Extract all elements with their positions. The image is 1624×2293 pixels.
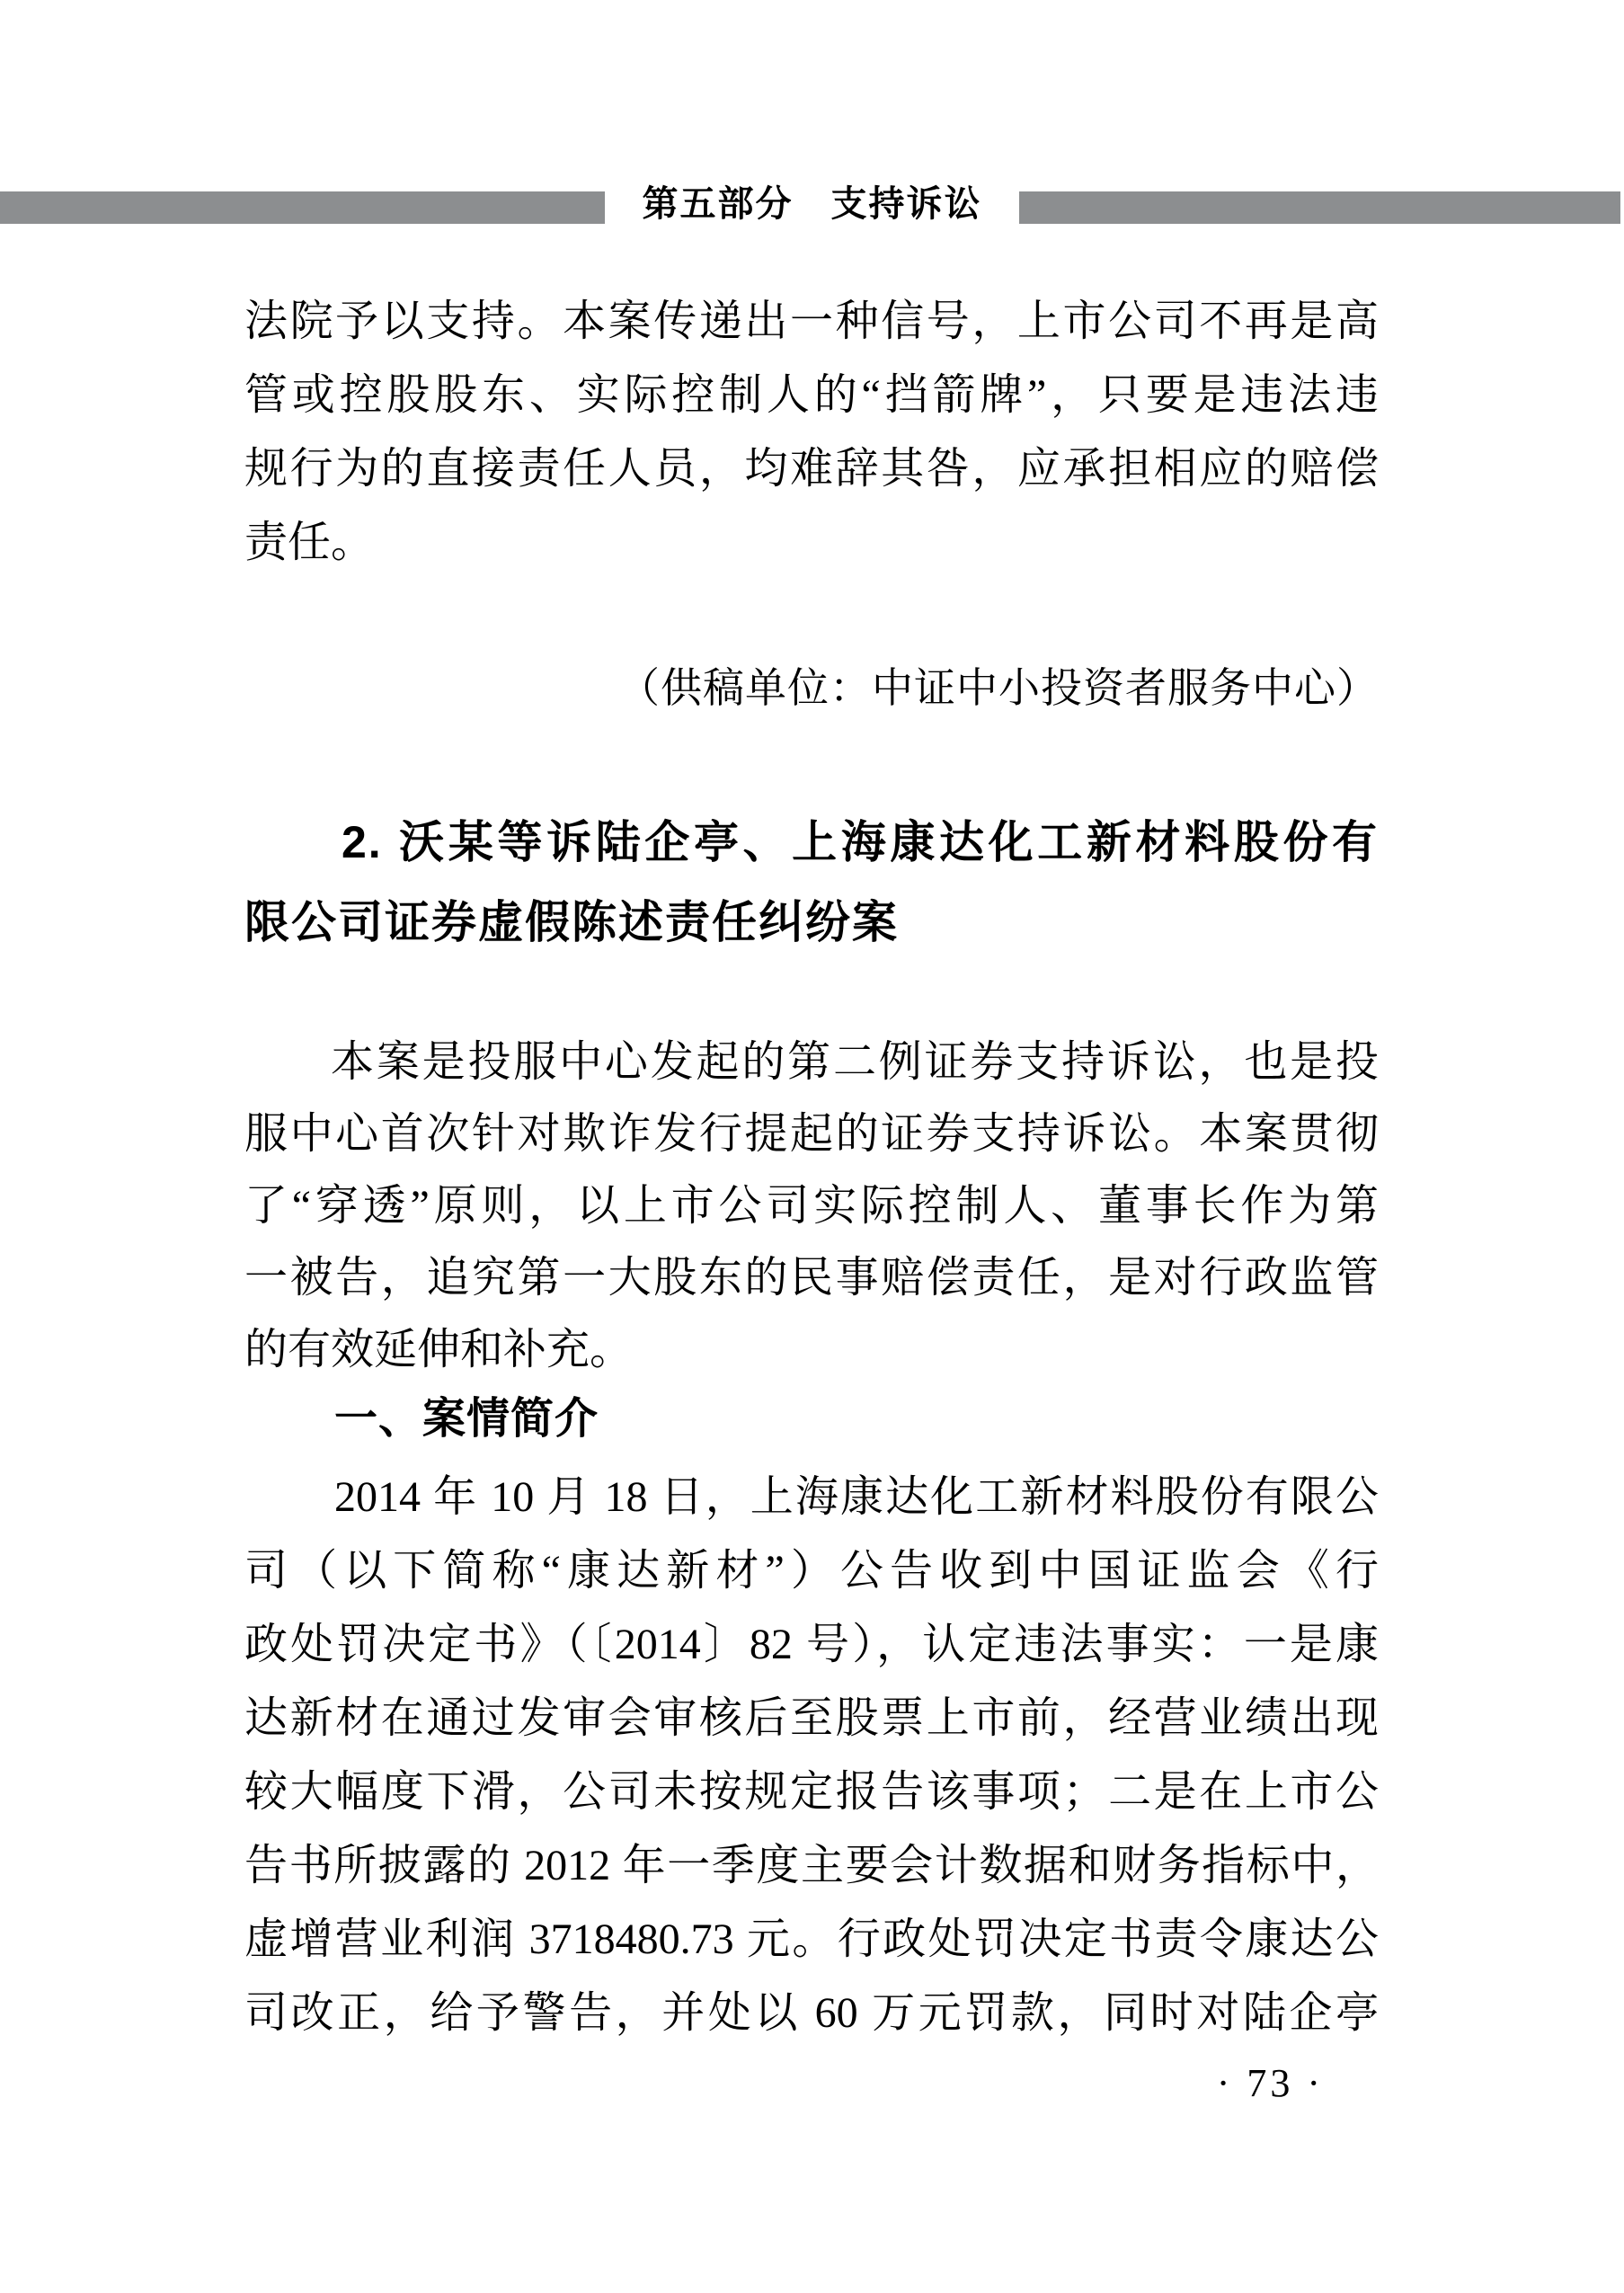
paragraph-1-line: 责任。	[244, 519, 375, 566]
paragraph-1	[244, 285, 1379, 580]
header-left-bar	[0, 191, 605, 224]
running-head-title: 第五部分 支持诉讼	[642, 184, 982, 224]
paragraph-2-line: 本案是投服中心发起的第二例证券支持诉讼，也是投	[331, 1038, 1379, 1086]
paragraph-3-line: 政处罚决定书》（〔2014〕82 号），认定违法事实：一是康	[244, 1621, 1379, 1668]
paragraph-2-line: 服中心首次针对欺诈发行提起的证券支持诉讼。本案贯彻	[244, 1110, 1379, 1158]
paragraph-2	[244, 1027, 1379, 1386]
case-heading	[244, 803, 1379, 963]
paragraph-3-line: 虚增营业利润 3718480.73 元。行政处罚决定书责令康达公	[244, 1915, 1379, 1963]
paragraph-1-line: 法院予以支持。本案传递出一种信号，上市公司不再是高	[244, 298, 1379, 345]
paragraph-1-line: 管或控股股东、实际控制人的“挡箭牌”，只要是违法违	[244, 371, 1379, 419]
paragraph-3-line: 司改正，给予警告，并处以 60 万元罚款，同时对陆企亭	[244, 1989, 1379, 2037]
case-heading-line: 2. 沃某等诉陆企亭、上海康达化工新材料股份有	[342, 817, 1379, 867]
paragraph-3-line: 较大幅度下滑，公司未按规定报告该事项；二是在上市公	[244, 1768, 1379, 1816]
paragraph-2-line: 一被告，追究第一大股东的民事赔偿责任，是对行政监管	[244, 1254, 1379, 1302]
paragraph-3-line: 告书所披露的 2012 年一季度主要会计数据和财务指标中，	[244, 1842, 1379, 1889]
header-right-bar	[1019, 191, 1620, 224]
case-heading-line: 限公司证券虚假陈述责任纠纷案	[244, 897, 899, 947]
paragraph-3-line: 达新材在通过发审会审核后至股票上市前，经营业绩出现	[244, 1694, 1379, 1742]
paragraph-3-line: 2014 年 10 月 18 日，上海康达化工新材料股份有限公	[334, 1473, 1379, 1521]
paragraph-3-line: 司（以下简称“康达新材”）公告收到中国证监会《行	[244, 1547, 1379, 1595]
paragraph-2-line: 了“穿透”原则，以上市公司实际控制人、董事长作为第	[244, 1182, 1379, 1230]
section-heading: 一、案情简介	[334, 1395, 599, 1443]
paragraph-3	[244, 1461, 1379, 2050]
attribution-line: （供稿单位：中证中小投资者服务中心）	[618, 665, 1379, 711]
paragraph-2-line: 的有效延伸和补充。	[244, 1326, 634, 1373]
paragraph-1-line: 规行为的直接责任人员，均难辞其咎，应承担相应的赔偿	[244, 445, 1379, 493]
page-number: · 73 ·	[1216, 2061, 1324, 2105]
